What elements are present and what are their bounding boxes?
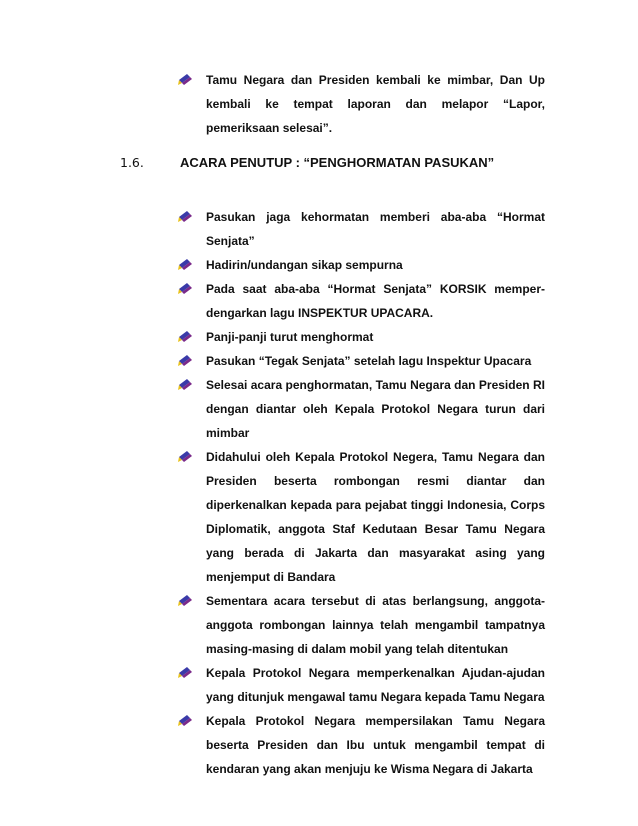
list-item-text: Panji-panji turut menghormat [206,330,374,344]
list-item-text: Selesai acara penghormatan, Tamu Negara dan Presiden RI dengan diantar oleh Kepala Protokol Negara turun dari mimbar [206,378,545,440]
list-item [178,349,545,373]
list-item-text: Pasukan “Tegak Senjata” setelah lagu Inspektur Upacara [206,354,532,368]
section-title: ACARA PENUTUP : “PENGHORMATAN PASUKAN” [180,155,495,170]
list-item [178,325,545,349]
list-item-text: Pada saat aba-aba “Hormat Senjata” KORSIK memper-dengarkan lagu INSPEKTUR UPACARA. [206,282,545,320]
list-item-text: Kepala Protokol Negara mempersilakan Tamu Negara beserta Presiden dan Ibu untuk mengambil tempat di kendaran yang akan menjuju ke Wisma Negara di Jakarta [206,714,545,776]
list-item-text: Sementara acara tersebut di atas berlangsung, anggota-anggota rombongan lainnya telah mengambil tampatnya masing-masing di dalam mobil yang telah ditentukan [206,594,545,656]
list-item [178,277,545,325]
pencil-bullet-icon [178,72,194,84]
main-bullet-list [178,205,545,781]
list-item [178,373,545,445]
pencil-bullet-icon [178,593,194,605]
pencil-bullet-icon [178,281,194,293]
pencil-bullet-icon [178,353,194,365]
pencil-bullet-icon [178,665,194,677]
pencil-bullet-icon [178,257,194,269]
list-item [178,68,545,140]
pencil-bullet-icon [178,329,194,341]
list-item [178,589,545,661]
list-item [178,709,545,781]
list-item [178,205,545,253]
list-item-text: Pasukan jaga kehormatan memberi aba-aba “Hormat Senjata” [206,210,545,248]
pencil-bullet-icon [178,713,194,725]
pencil-bullet-icon [178,209,194,221]
pencil-bullet-icon [178,377,194,389]
list-item [178,661,545,709]
list-item-text: Tamu Negara dan Presiden kembali ke mimbar, Dan Up kembali ke tempat laporan dan melapor “Lapor, pemeriksaan selesai”. [206,73,545,135]
section-heading [120,150,560,176]
intro-bullet-list [178,68,545,140]
section-number: 1.6. [120,155,144,170]
list-item-text: Didahului oleh Kepala Protokol Negera, Tamu Negara dan Presiden beserta rombongan resmi diantar dan diperkenalkan kepada para pejabat tinggi Indonesia, Corps Diplomatik, anggota Staf Kedutaan Besar Tamu Negara yang berada di Jakarta dan masyarakat asing yang menjemput di Bandara [206,450,545,584]
list-item-text: Hadirin/undangan sikap sempurna [206,258,403,272]
list-item [178,445,545,589]
list-item [178,253,545,277]
pencil-bullet-icon [178,449,194,461]
list-item-text: Kepala Protokol Negara memperkenalkan Ajudan-ajudan yang ditunjuk mengawal tamu Negara kepada Tamu Negara [206,666,545,704]
